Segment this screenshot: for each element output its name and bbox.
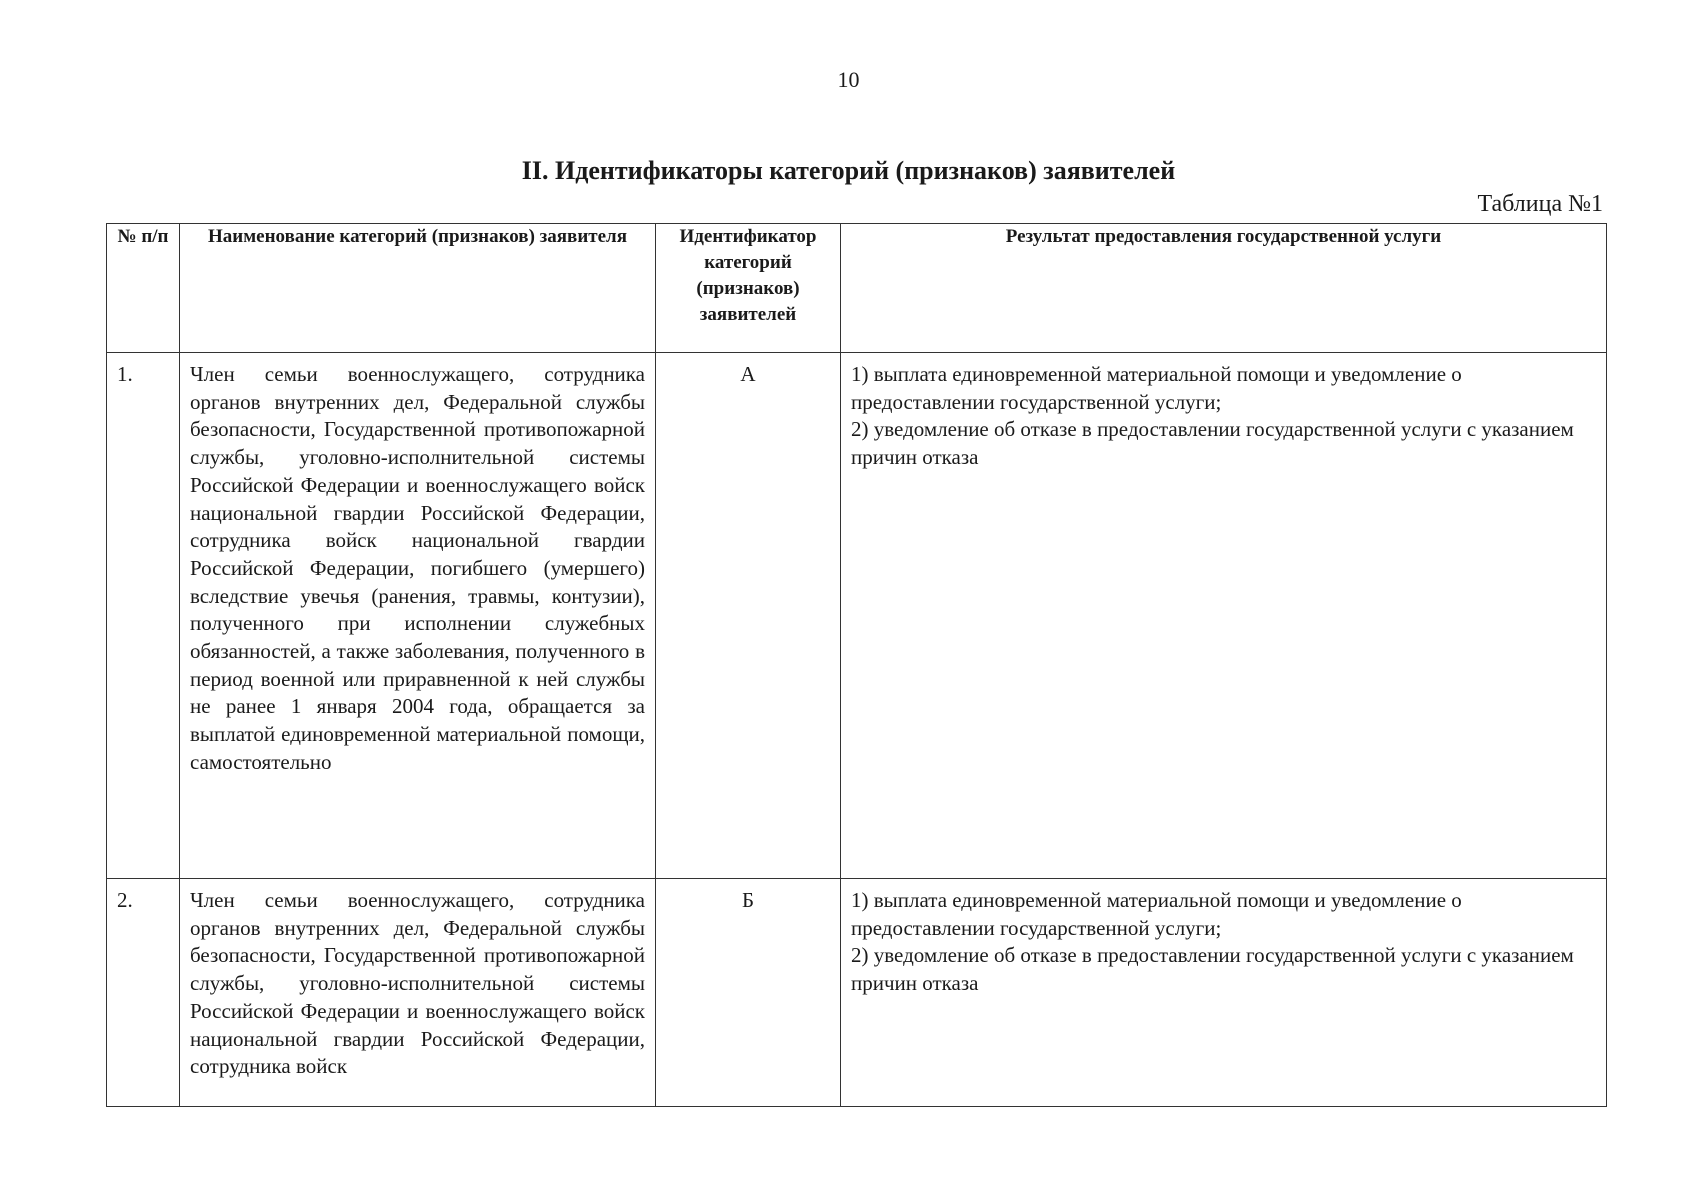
header-number: № п/п xyxy=(107,224,180,353)
result-item-1: 1) выплата единовременной материальной помощи и уведомление о предоставлении государственной услуги; xyxy=(851,888,1462,940)
table-caption: Таблица №1 xyxy=(1477,191,1603,217)
header-category-name: Наименование категорий (признаков) заявителя xyxy=(180,224,656,353)
service-result xyxy=(841,353,1607,879)
result-item-1: 1) выплата единовременной материальной помощи и уведомление о предоставлении государственной услуги; xyxy=(851,362,1462,414)
category-identifier: А xyxy=(656,353,841,879)
row-number: 2. xyxy=(107,879,180,1107)
category-identifier: Б xyxy=(656,879,841,1107)
header-category-identifier: Идентификатор категорий (признаков) заявителей xyxy=(656,224,841,353)
header-service-result: Результат предоставления государственной услуги xyxy=(841,224,1607,353)
row-number: 1. xyxy=(107,353,180,879)
category-description-text: Член семьи военнослужащего, сотрудника органов внутренних дел, Федеральной службы безопасности, Государственной противопожарной службы, уголовно-исполнительной системы Российской Федерации и военнослужащего войск национальной гвардии Российской Федерации, сотрудника войск xyxy=(190,888,645,1079)
table-row xyxy=(107,879,1607,1107)
category-description: Член семьи военнослужащего, сотрудника органов внутренних дел, Федеральной службы безопасности, Государственной противопожарной службы, уголовно-исполнительной системы Российской Федерации и военнослужащего войск национальной гвардии Российской Федерации, сотрудника войск национальной гвардии Российской Федерации, погибшего (умершего) вследствие увечья (ранения, травмы, контузии), полученного при исполнении служебных обязанностей, а также заболевания, полученного в период военной или приравненной к ней службы не ранее 1 января 2004 года, обращается за выплатой единовременной материальной помощи, самостоятельно xyxy=(180,353,656,879)
service-result xyxy=(841,879,1607,1107)
applicant-categories-table xyxy=(106,223,1607,1107)
result-item-2: 2) уведомление об отказе в предоставлении государственной услуги с указанием причин отказа xyxy=(851,943,1574,996)
section-title: II. Идентификаторы категорий (признаков) заявителей xyxy=(521,156,1176,185)
result-item-2: 2) уведомление об отказе в предоставлении государственной услуги с указанием причин отказа xyxy=(851,417,1574,470)
table-header-row xyxy=(107,224,1607,353)
page-number: 10 xyxy=(837,67,860,92)
table-row xyxy=(107,353,1607,879)
category-description xyxy=(180,879,656,1107)
